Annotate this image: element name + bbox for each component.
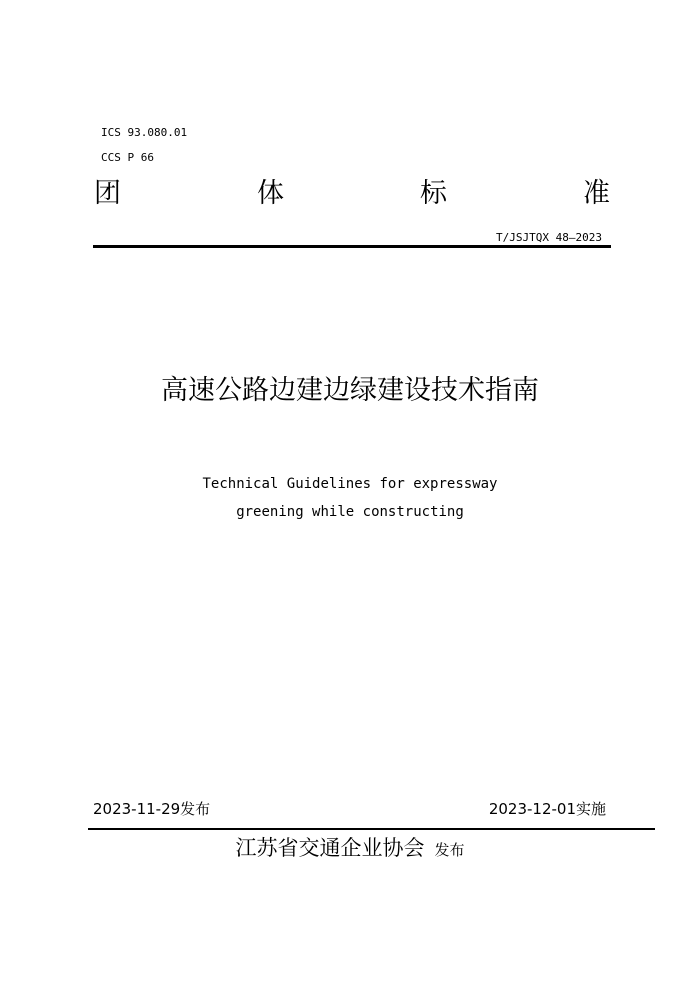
publisher-suffix: 发布 <box>434 841 465 859</box>
ics-code: ICS 93.080.01 <box>101 126 188 139</box>
footer-divider <box>88 828 655 830</box>
standard-type-char: 体 <box>257 178 284 209</box>
english-title-line-2: greening while constructing <box>236 504 464 520</box>
english-title <box>0 470 700 526</box>
implementation-date: 2023-12-01实施 <box>488 800 606 818</box>
publisher-line <box>0 832 700 862</box>
standard-type-char: 标 <box>420 178 447 209</box>
header-divider <box>93 245 611 248</box>
publisher-name: 江苏省交通企业协会 <box>235 836 425 860</box>
ccs-code: CCS P 66 <box>101 151 154 164</box>
chinese-title: 高速公路边建边绿建设技术指南 <box>161 375 539 406</box>
standard-type-heading <box>94 176 610 212</box>
release-date: 2023-11-29发布 <box>93 800 211 818</box>
standard-type-char: 准 <box>583 178 610 209</box>
english-title-line-1: Technical Guidelines for expressway <box>202 476 498 492</box>
standard-type-char: 团 <box>94 178 121 209</box>
standard-number: T/JSJTQX 48—2023 <box>496 231 602 244</box>
